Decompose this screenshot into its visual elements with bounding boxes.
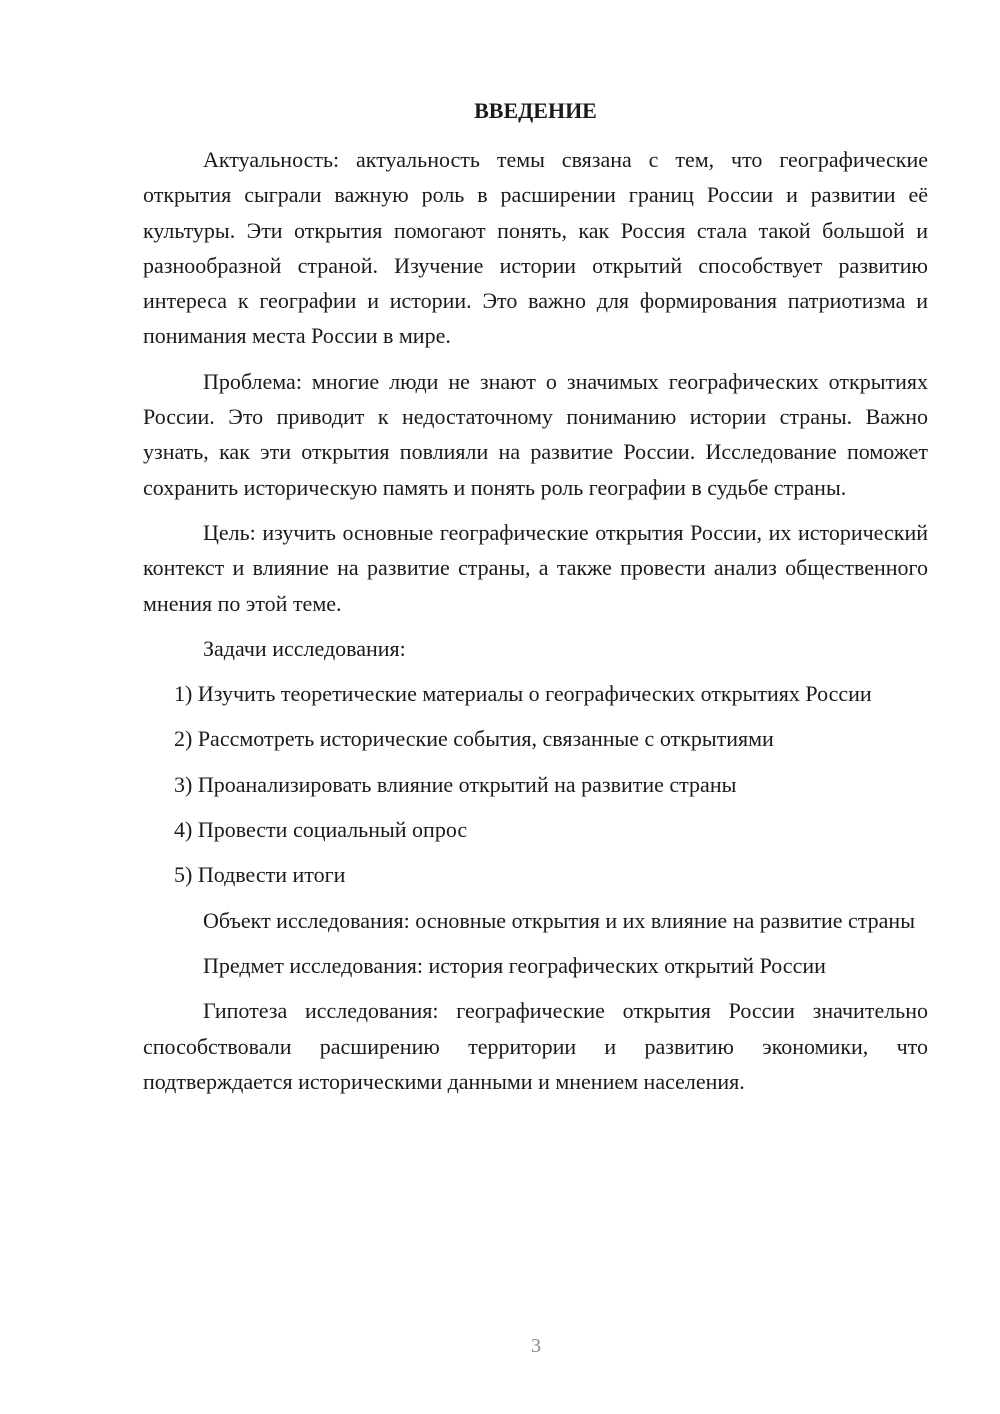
goal-paragraph: Цель: изучить основные географические открытия России, их исторический контекст и влияние на развитие страны, а также провести анализ общественного мнения по этой теме. — [143, 519, 928, 616]
task-item: 5) Подвести итоги — [174, 862, 346, 888]
section-heading: ВВЕДЕНИЕ — [474, 98, 597, 123]
task-item: 4) Провести социальный опрос — [174, 817, 468, 843]
task-item: 2) Рассмотреть исторические события, связанные с открытиями — [174, 726, 774, 752]
body-text — [143, 142, 928, 1109]
hypothesis-paragraph: Гипотеза исследования: географические открытия России значительно способствовали расширению территории и развитию экономики, что подтверждается историческими данными и мнением населения. — [143, 998, 928, 1094]
relevance-paragraph: Актуальность: актуальность темы связана с тем, что географические открытия сыграли важную роль в расширении границ России и развитии её культуры. Эти открытия помогают понять, как Россия стала такой большой и разнообразной страной. Изучение истории открытий способствует развитию интереса к географии и истории. Это важно для формирования патриотизма и понимания места России в мире. — [143, 147, 928, 349]
object-paragraph: Объект исследования: основные открытия и их влияние на развитие страны — [203, 907, 915, 933]
task-item: 1) Изучить теоретические материалы о географических открытиях России — [174, 681, 872, 707]
problem-paragraph: Проблема: многие люди не знают о значимых географических открытиях России. Это приводит к недостаточному пониманию истории страны. Важно узнать, как эти открытия повлияли на развитие России. Исследование поможет сохранить историческую память и понять роль географии в судьбе страны. — [143, 368, 928, 500]
task-item: 3) Проанализировать влияние открытий на развитие страны — [174, 771, 737, 797]
tasks-heading: Задачи исследования: — [203, 635, 406, 661]
subject-paragraph: Предмет исследования: история географических открытий России — [203, 952, 826, 978]
page-number: 3 — [531, 1335, 541, 1357]
